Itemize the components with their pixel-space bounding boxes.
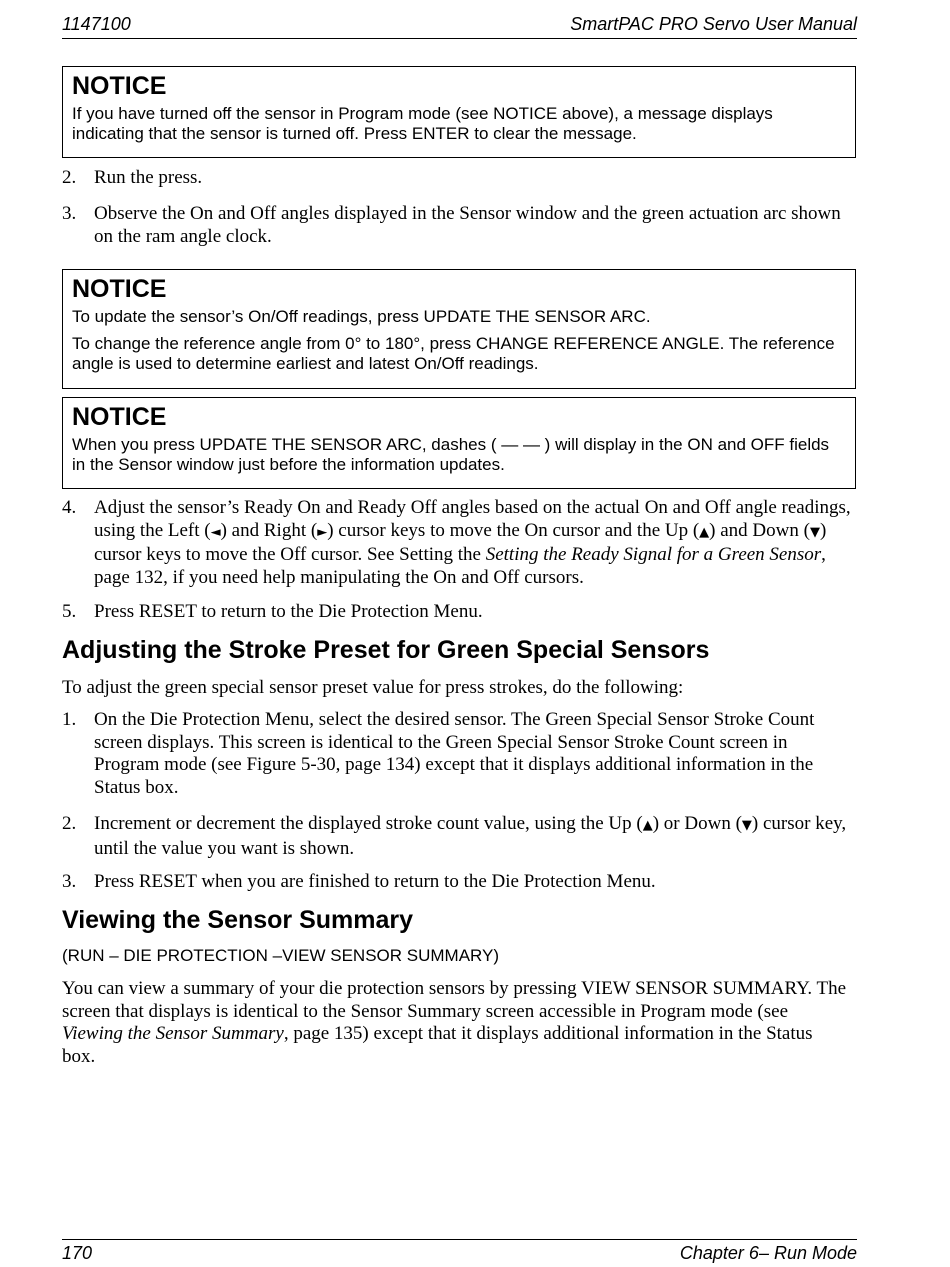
step-number: 2. (62, 813, 77, 834)
notice-box-sensor-off (62, 66, 856, 158)
step-text: Press RESET when you are finished to return to the Die Protection Menu. (94, 871, 656, 892)
step-number: 1. (62, 709, 77, 730)
notice-text: To update the sensor’s On/Off readings, press UPDATE THE SENSOR ARC. (72, 307, 651, 326)
section-paragraph: You can view a summary of your die protection sensors by pressing VIEW SENSOR SUMMARY. The screen that displays is identical to the Sensor Summary screen accessible in Program mode (see Viewing the Sensor Summary, page 135) except that it displays additional information in the Status box. (62, 978, 847, 1067)
up-arrow-icon: ▲ (699, 524, 710, 540)
list-item (62, 709, 857, 799)
up-arrow-icon: ▲ (642, 818, 653, 833)
section-heading-sensor-summary: Viewing the Sensor Summary (62, 906, 414, 934)
list-item (62, 497, 857, 589)
right-arrow-icon: ► (317, 524, 328, 540)
manual-title: SmartPAC PRO Servo User Manual (570, 14, 857, 34)
step-text: Increment or decrement the displayed stroke count value, using the Up (▲) or Down (▼) cursor key, until the value you want is shown. (94, 813, 847, 859)
step-text: Run the press. (94, 167, 203, 188)
left-arrow-icon: ◄ (210, 524, 221, 540)
down-arrow-icon: ▼ (809, 524, 820, 540)
cross-reference-link: Viewing the Sensor Summary (62, 1023, 284, 1044)
list-item (62, 813, 857, 860)
chapter-title: Chapter 6– Run Mode (679, 1243, 857, 1263)
list-item (62, 871, 857, 894)
notice-box-dashes (62, 397, 856, 489)
cross-reference-link: Setting the Ready Signal for a Green Sensor (485, 544, 822, 565)
notice-title: NOTICE (72, 275, 167, 303)
list-item (62, 167, 857, 190)
step-text: Press RESET to return to the Die Protection Menu. (94, 601, 483, 622)
notice-box-update-arc (62, 269, 856, 389)
section-intro: To adjust the green special sensor preset value for press strokes, do the following: (62, 677, 684, 698)
notice-text: If you have turned off the sensor in Program mode (see NOTICE above), a message displays indicating that the sensor is turned off. Press ENTER to clear the message. (72, 104, 773, 143)
menu-path: (RUN – DIE PROTECTION –VIEW SENSOR SUMMARY) (62, 946, 500, 965)
list-item (62, 601, 857, 624)
step-number: 3. (62, 871, 77, 892)
doc-number: 1147100 (62, 14, 131, 34)
down-arrow-icon: ▼ (741, 818, 752, 833)
notice-title: NOTICE (72, 403, 167, 431)
page-footer (62, 1239, 857, 1266)
step-number: 5. (62, 601, 77, 622)
step-number: 4. (62, 497, 77, 518)
page-number: 170 (62, 1243, 93, 1263)
step-text: On the Die Protection Menu, select the desired sensor. The Green Special Sensor Stroke Count screen displays. This screen is identical to the Green Special Sensor Stroke Count screen in Program mode (see Figure 5-30, page 134) except that it displays additional information in the Status box. (94, 709, 815, 798)
list-item (62, 203, 857, 248)
notice-text: To change the reference angle from 0° to 180°, press CHANGE REFERENCE ANGLE. The reference angle is used to determine earliest and latest On/Off readings. (72, 334, 835, 373)
page-header (62, 12, 857, 39)
section-heading-stroke-preset: Adjusting the Stroke Preset for Green Special Sensors (62, 636, 710, 664)
step-text: Observe the On and Off angles displayed in the Sensor window and the green actuation arc shown on the ram angle clock. (94, 203, 841, 247)
notice-title: NOTICE (72, 72, 167, 100)
notice-text: When you press UPDATE THE SENSOR ARC, dashes ( — — ) will display in the ON and OFF fields in the Sensor window just before the information updates. (72, 435, 830, 474)
step-text: Adjust the sensor’s Ready On and Ready Off angles based on the actual On and Off angle readings, using the Left (◄) and Right (►) cursor keys to move the On cursor and the Up (▲) and Down (▼) cursor keys to move the Off cursor. See Setting the Setting the Ready Signal for a Green Sensor, page 132, if you need help manipulating the On and Off cursors. (94, 497, 851, 588)
step-number: 2. (62, 167, 77, 188)
step-number: 3. (62, 203, 77, 224)
